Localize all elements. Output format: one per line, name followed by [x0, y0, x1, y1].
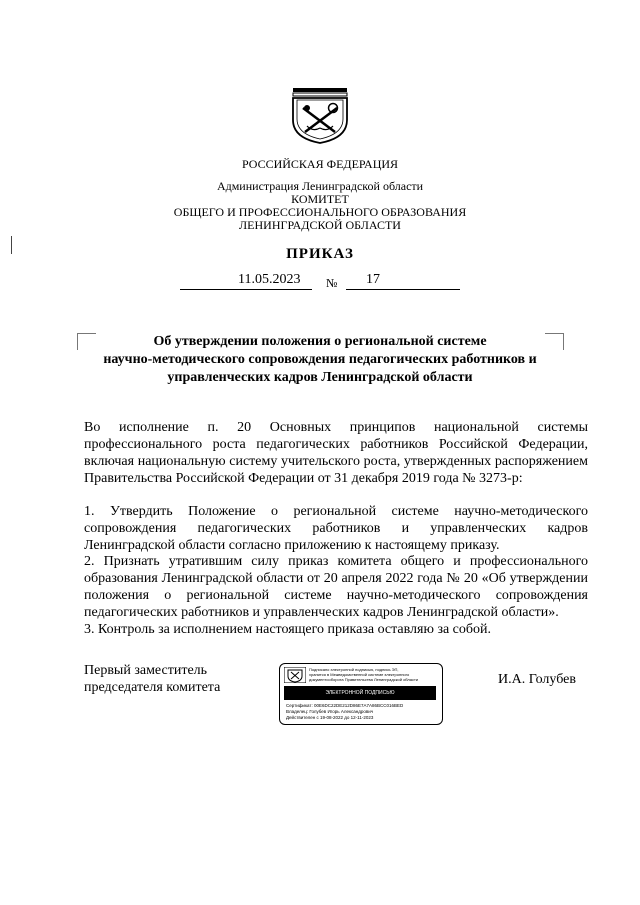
coat-of-arms-icon	[287, 86, 353, 144]
item-2-text: 2. Признать утратившим силу приказ комитета общего и профессионального образования Ленинградской области от 20 апреля 2022 года № 20 «Об утверждении положения о региональной системе научно-методического сопровождения педагогических работников и управленческих кадров Ленинградской области».	[84, 554, 588, 620]
order-number: 17	[366, 272, 380, 287]
item-1-text: 1. Утвердить Положение о региональной системе научно-методического сопровождения педагогических работников и управленческих кадров Ленинградской области согласно приложению к настоящему приказу.	[84, 504, 588, 553]
signatory-name: И.А. Голубев	[498, 672, 576, 687]
administration-name: Администрация Ленинградской области	[216, 179, 424, 193]
stamp-text-line2: хранится в Межведомственной системе электронного	[309, 672, 410, 677]
item-3-paragraph	[84, 621, 588, 638]
stamp-certificate: Сертификат: 00E6DC22DE212D86E7A7A86BCC016BED	[286, 703, 404, 708]
stamp-owner: Владелец: Голубев Игорь Александрович	[286, 709, 374, 714]
order-date-number-row	[180, 272, 460, 292]
signatory-position	[84, 662, 220, 696]
number-sign: №	[326, 276, 338, 290]
position-line2: председателя комитета	[84, 680, 221, 695]
stamp-text-line3: документооборота Правительства Ленинградской области	[309, 677, 419, 682]
stamp-bar: ЭЛЕКТРОННОЙ ПОДПИСЬЮ	[284, 686, 436, 700]
subject-line3: управленческих кадров Ленинградской области	[167, 370, 473, 385]
intro-text: Во исполнение п. 20 Основных принципов национальной системы профессионального роста педагогических работников Российской Федерации, включая национальную систему учительского роста, утвержденных распоряжением Правительства Российской Федерации от 31 декабря 2019 года № 3273-р:	[84, 420, 588, 486]
federation-name: РОССИЙСКАЯ ФЕДЕРАЦИЯ	[241, 157, 399, 171]
stamp-validity: Действителен с 19-08-2022 до 12-11-2023	[286, 715, 374, 720]
committee-full-line1: ОБЩЕГО И ПРОФЕССИОНАЛЬНОГО ОБРАЗОВАНИЯ	[173, 205, 467, 219]
order-date: 11.05.2023	[238, 272, 301, 287]
order-subject	[80, 333, 560, 387]
number-underline	[346, 289, 460, 290]
subject-line1: Об утверждении положения о региональной системе	[153, 334, 487, 349]
item-3-text: 3. Контроль за исполнением настоящего приказа оставляю за собой.	[84, 622, 492, 637]
date-underline	[180, 289, 312, 290]
stamp-emblem-icon	[284, 667, 306, 683]
item-1-paragraph	[84, 503, 588, 554]
intro-paragraph	[84, 419, 588, 487]
item-2-paragraph	[84, 553, 588, 621]
stamp-description	[309, 667, 439, 682]
document-title: ПРИКАЗ	[286, 246, 354, 262]
subject-line2: научно-методического сопровождения педагогических работников и	[103, 352, 537, 367]
electronic-signature-stamp	[279, 663, 443, 725]
position-line1: Первый заместитель	[84, 663, 208, 678]
stamp-text-line1: Подписано электронной подписью, подпись ЭП,	[309, 667, 399, 672]
stamp-certificate-info	[286, 703, 436, 721]
committee-full-line2: ЛЕНИНГРАДСКОЙ ОБЛАСТИ	[239, 218, 401, 232]
committee-label: КОМИТЕТ	[291, 192, 349, 206]
